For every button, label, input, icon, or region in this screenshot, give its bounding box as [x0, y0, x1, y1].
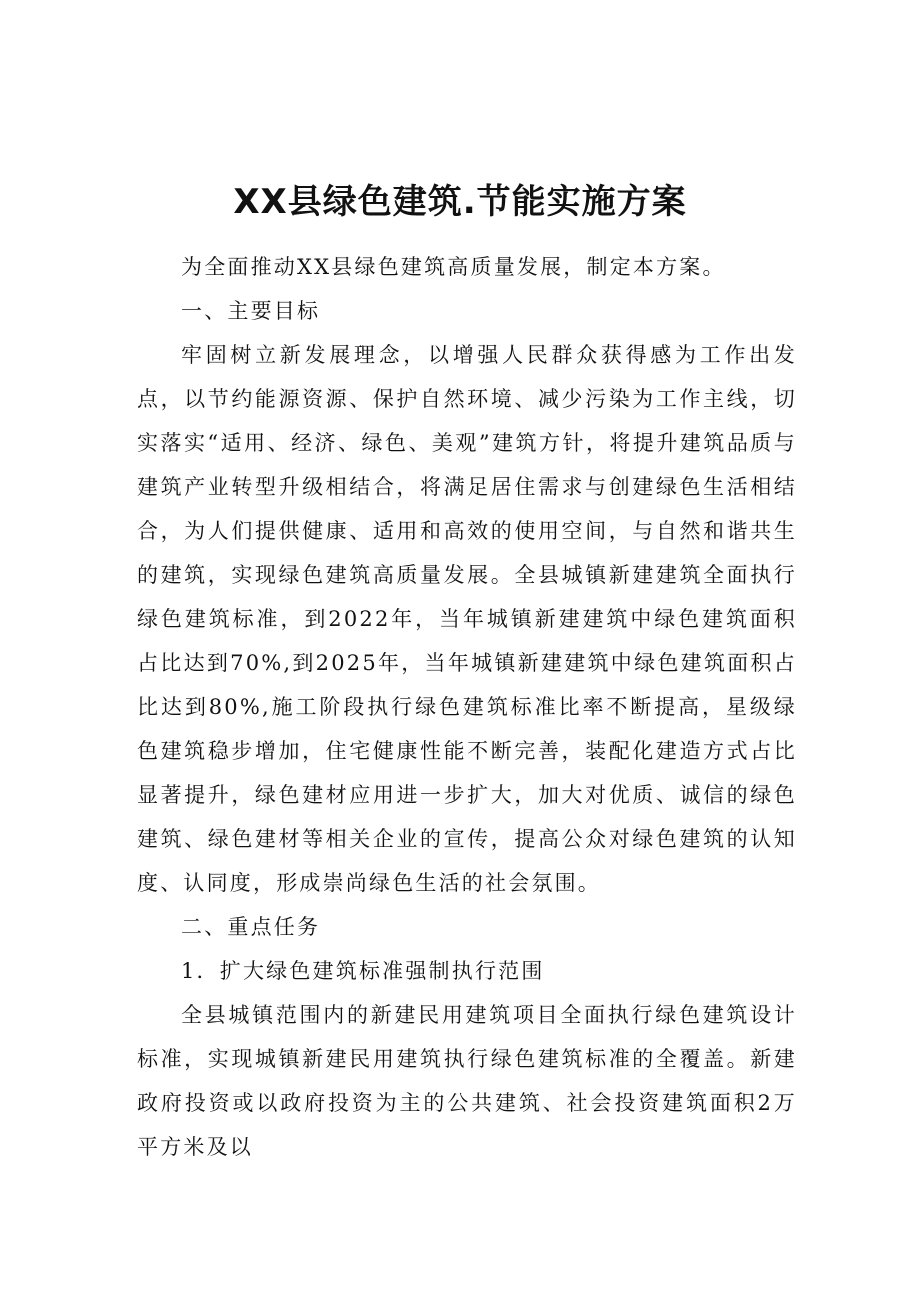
section-heading-tasks: 二、重点任务	[181, 915, 321, 939]
task-1-paragraph: 全县城镇范围内的新建民用建筑项目全面执行绿色建筑设计标准，实现城镇新建民用建筑执行绿色建筑标准的全覆盖。新建政府投资或以政府投资为主的公共建筑、社会投资建筑面积2万平方米及以	[137, 1003, 797, 1159]
intro-paragraph: 为全面推动XX县绿色建筑高质量发展，制定本方案。	[181, 255, 726, 279]
document-body	[137, 245, 797, 1169]
document-title: XX县绿色建筑.节能实施方案	[233, 182, 687, 222]
task-1-heading: 1．扩大绿色建筑标准强制执行范围	[181, 959, 545, 983]
section-heading-goals: 一、主要目标	[181, 299, 321, 323]
goals-paragraph: 牢固树立新发展理念，以增强人民群众获得感为工作出发点，以节约能源资源、保护自然环境、减少污染为工作主线，切实落实“适用、经济、绿色、美观”建筑方针，将提升建筑品质与建筑产业转型升级相结合，将满足居住需求与创建绿色生活相结合，为人们提供健康、适用和高效的使用空间，与自然和谐共生的建筑，实现绿色建筑高质量发展。全县城镇新建建筑全面执行绿色建筑标准，到2022年，当年城镇新建建筑中绿色建筑面积占比达到70%,到2025年，当年城镇新建建筑中绿色建筑面积占比达到80%,施工阶段执行绿色建筑标准比率不断提高，星级绿色建筑稳步增加，住宅健康性能不断完善，装配化建造方式占比显著提升，绿色建材应用进一步扩大，加大对优质、诚信的绿色建筑、绿色建材等相关企业的宣传，提高公众对绿色建筑的认知度、认同度，形成崇尚绿色生活的社会氛围。	[137, 343, 797, 895]
